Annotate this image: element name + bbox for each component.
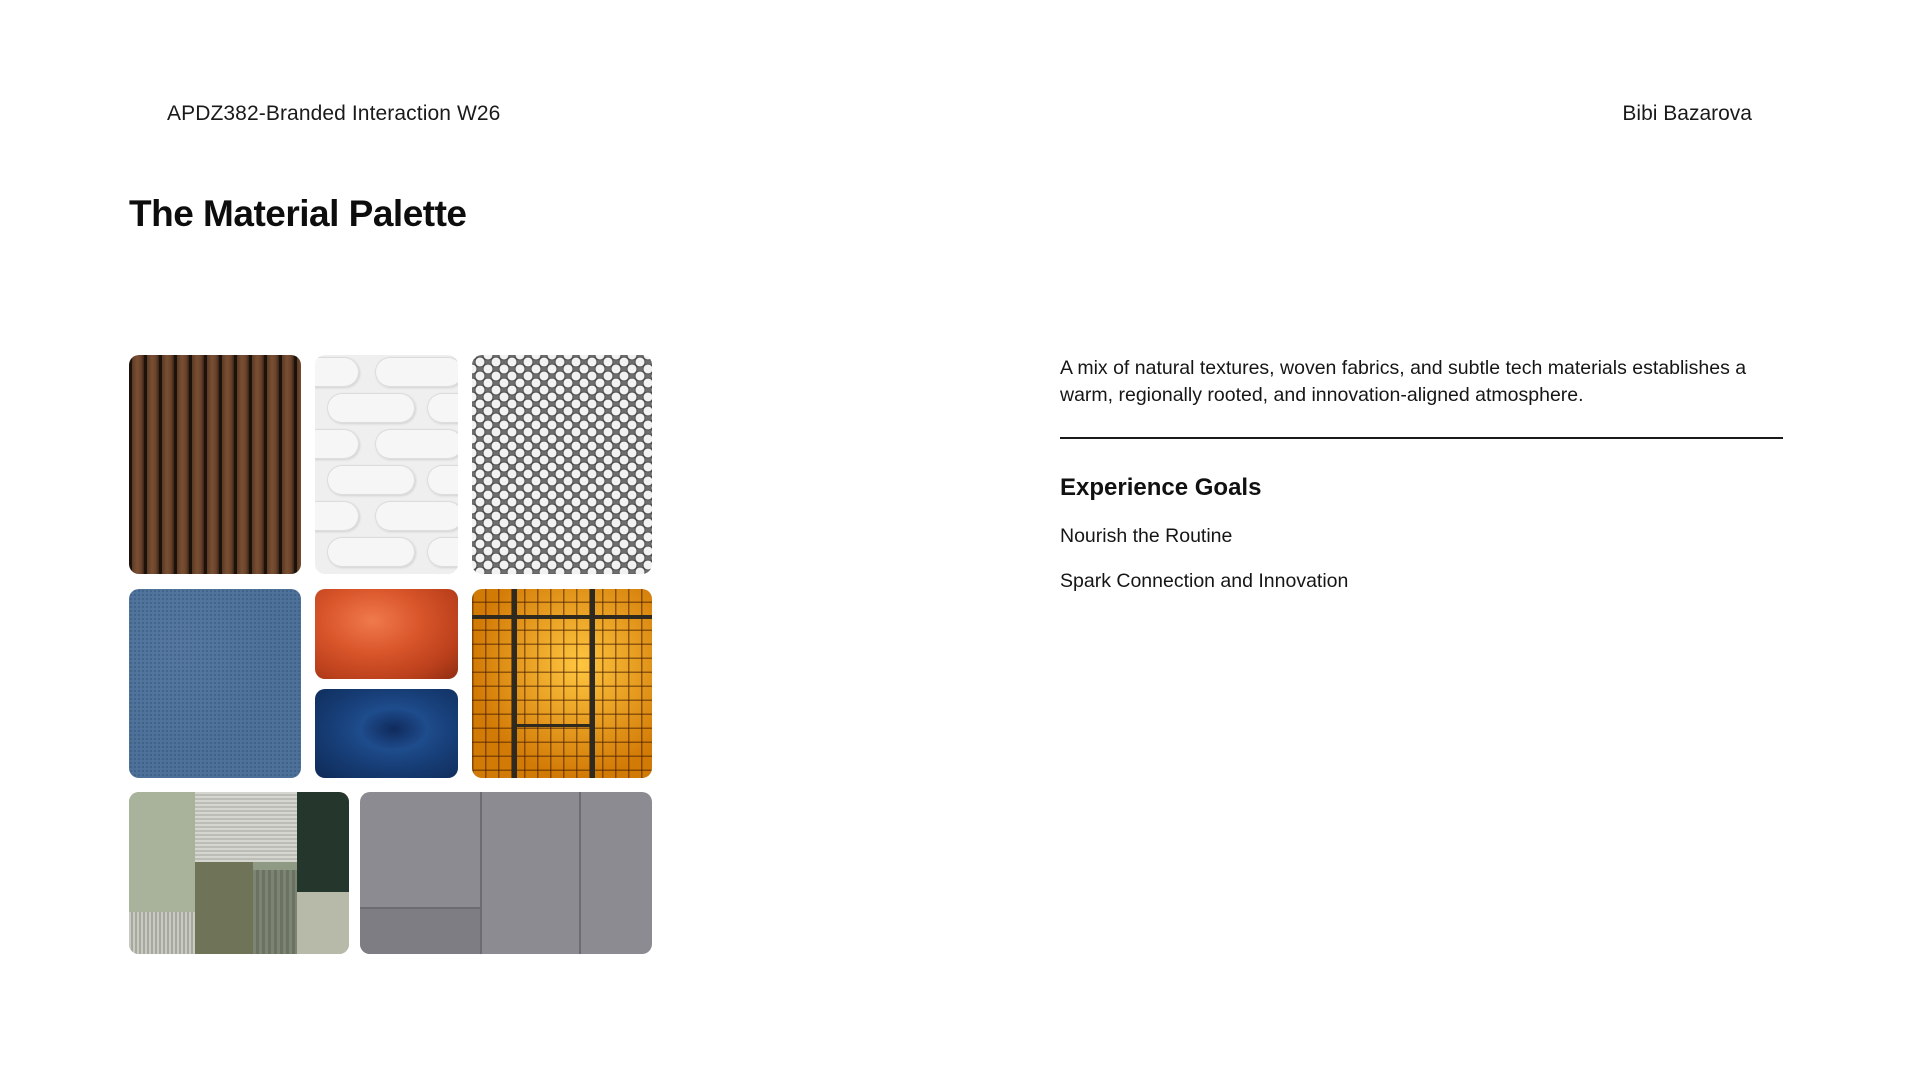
goal-item: Nourish the Routine	[1060, 525, 1233, 547]
wood-slat-swatch	[129, 355, 301, 574]
palette-description: A mix of natural textures, woven fabrics, and subtle tech materials establishes a warm, regionally rooted, and innovation-aligned atmosphere.	[1060, 357, 1747, 406]
author-name: Bibi Bazarova	[1622, 102, 1752, 125]
section-divider	[1060, 437, 1783, 439]
page-title: The Material Palette	[129, 193, 467, 234]
green-textile-swatch	[129, 792, 349, 954]
goal-item: Spark Connection and Innovation	[1060, 570, 1349, 592]
orange-fabric-swatch	[315, 589, 458, 679]
blue-hex-fabric-swatch	[129, 589, 301, 778]
slate-stone-swatch	[360, 792, 652, 954]
amber-glass-swatch	[472, 589, 652, 778]
perforated-metal-swatch	[472, 355, 652, 574]
navy-fabric-swatch	[315, 689, 458, 778]
course-label: APDZ382-Branded Interaction W26	[167, 102, 501, 125]
white-tile-swatch	[315, 355, 458, 574]
experience-goals-heading: Experience Goals	[1060, 474, 1262, 501]
